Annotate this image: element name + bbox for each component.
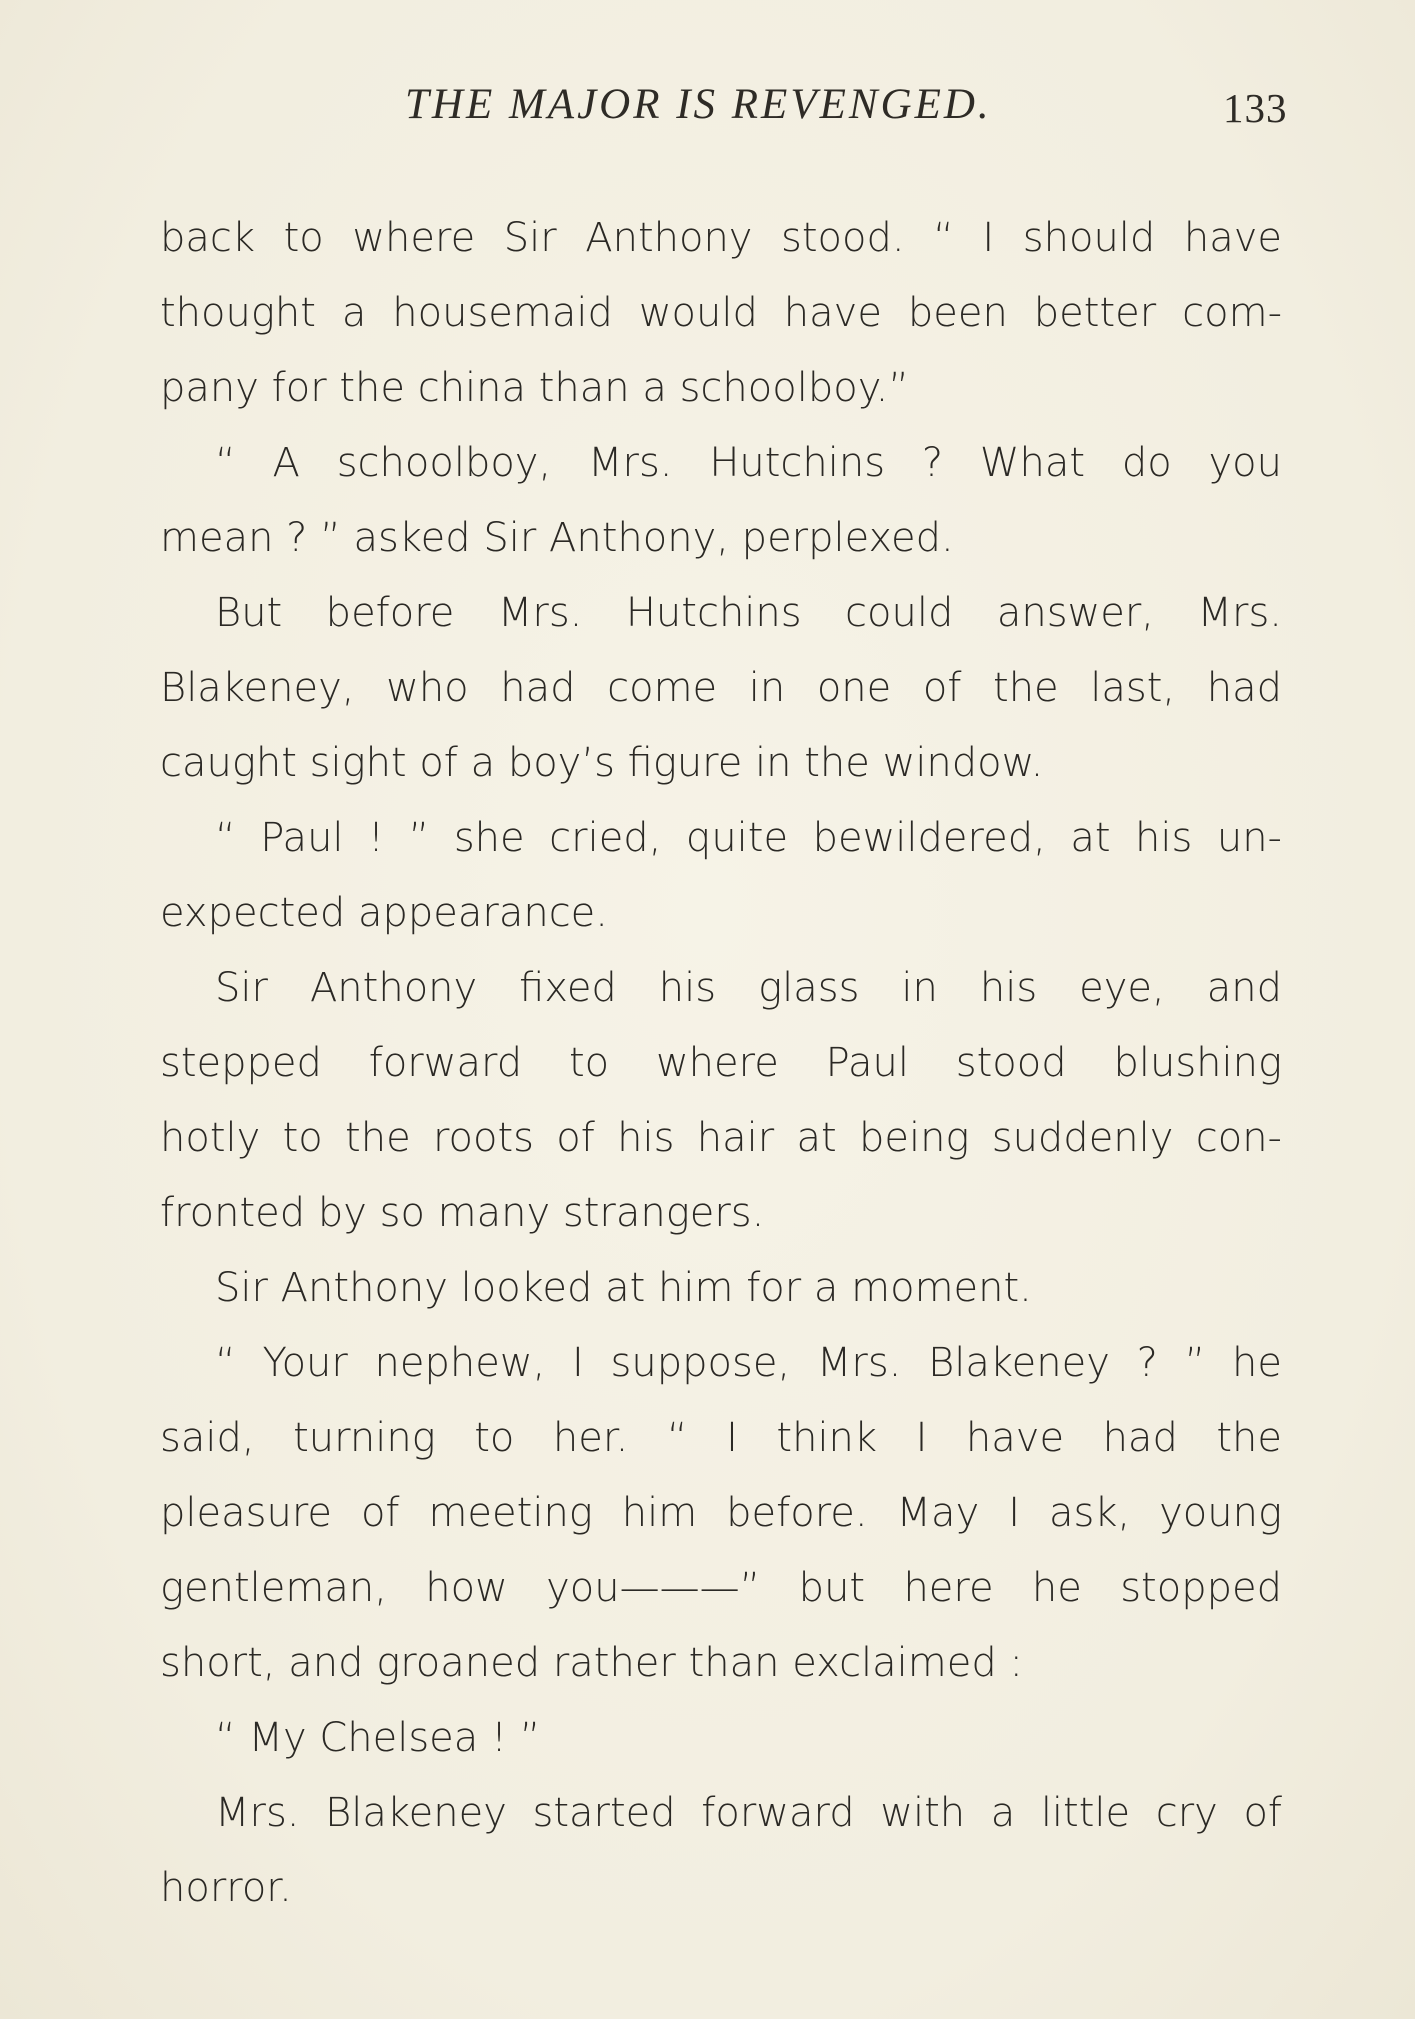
text-line: mean ? ” asked Sir Anthony, perplexed. [160, 515, 954, 561]
text-line: gentleman, how you———” but here he stopped [160, 1565, 1282, 1611]
text-line: “ A schoolboy, Mrs. Hutchins ? What do you [215, 440, 1282, 486]
running-head [0, 80, 1415, 140]
text-line: horror. [160, 1865, 292, 1911]
text-line: “ Paul ! ” she cried, quite bewildered, at his un- [215, 815, 1282, 861]
text-line: Blakeney, who had come in one of the last, had [160, 665, 1282, 711]
text-line: Sir Anthony looked at him for a moment. [215, 1265, 1032, 1311]
running-title: THE MAJOR IS REVENGED. [405, 81, 992, 128]
text-line: “ Your nephew, I suppose, Mrs. Blakeney ? ” he [215, 1340, 1282, 1386]
text-line: hotly to the roots of his hair at being suddenly con- [160, 1115, 1282, 1161]
body-text [160, 201, 1282, 1926]
text-line: back to where Sir Anthony stood. “ I should have [160, 215, 1282, 261]
text-line: pany for the china than a schoolboy.” [160, 365, 910, 411]
text-line: fronted by so many strangers. [160, 1190, 765, 1236]
text-line: stepped forward to where Paul stood blushing [160, 1040, 1282, 1086]
text-line: said, turning to her. “ I think I have had the [160, 1415, 1282, 1461]
page-number: 133 [1223, 85, 1288, 131]
text-line: expected appearance. [160, 890, 609, 936]
text-line: Mrs. Blakeney started forward with a little cry of [215, 1790, 1282, 1836]
text-line: pleasure of meeting him before. May I ask, young [160, 1490, 1282, 1536]
text-line: Sir Anthony fixed his glass in his eye, and [215, 965, 1282, 1011]
text-line: caught sight of a boy’s figure in the window. [160, 740, 1044, 786]
text-line: thought a housemaid would have been better com- [160, 290, 1282, 336]
text-line: short, and groaned rather than exclaimed : [160, 1640, 1023, 1686]
text-line: “ My Chelsea ! ” [215, 1715, 541, 1761]
text-line: But before Mrs. Hutchins could answer, Mrs. [215, 590, 1282, 636]
